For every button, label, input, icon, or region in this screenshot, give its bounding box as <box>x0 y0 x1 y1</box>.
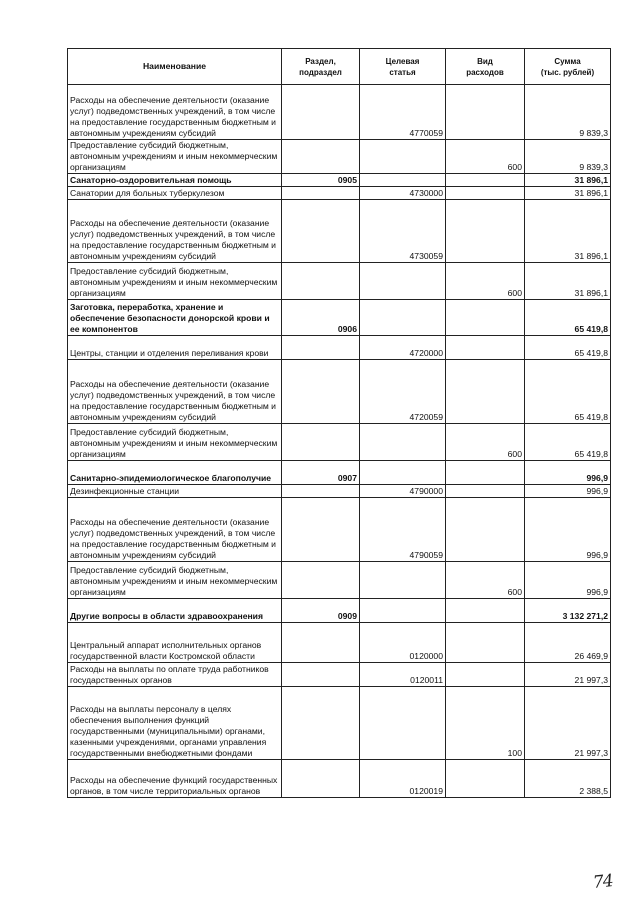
row-name: Расходы на обеспечение деятельности (оказание услуг) подведомственных учреждений, в том числе на предоставление государственным бюджетным и автономным учреждениям субсидий <box>68 498 282 562</box>
row-kind: 600 <box>446 562 525 599</box>
row-kind <box>446 200 525 263</box>
row-sum: 21 997,3 <box>525 687 611 760</box>
row-sum: 9 839,3 <box>525 85 611 140</box>
row-section: 0907 <box>282 461 360 485</box>
row-kind <box>446 336 525 360</box>
row-section <box>282 562 360 599</box>
row-article <box>360 461 446 485</box>
row-sum: 996,9 <box>525 498 611 562</box>
row-article: 4720000 <box>360 336 446 360</box>
row-kind <box>446 623 525 663</box>
header-sum: Сумма (тыс. рублей) <box>525 49 611 85</box>
row-sum: 65 419,8 <box>525 360 611 424</box>
row-sum: 2 388,5 <box>525 760 611 798</box>
row-sum: 21 997,3 <box>525 663 611 687</box>
row-sum: 3 132 271,2 <box>525 599 611 623</box>
row-article <box>360 140 446 174</box>
row-name: Санатории для больных туберкулезом <box>68 187 282 200</box>
row-name: Расходы на обеспечение деятельности (оказание услуг) подведомственных учреждений, в том числе на предоставление государственным бюджетным и автономным учреждениям субсидий <box>68 85 282 140</box>
row-name: Предоставление субсидий бюджетным, автономным учреждениям и иным некоммерческим организациям <box>68 562 282 599</box>
row-section <box>282 140 360 174</box>
row-kind <box>446 599 525 623</box>
table-body <box>68 85 611 798</box>
budget-table <box>67 48 611 798</box>
row-name: Другие вопросы в области здравоохранения <box>68 599 282 623</box>
row-section <box>282 336 360 360</box>
row-kind <box>446 85 525 140</box>
row-name: Расходы на выплаты персоналу в целях обеспечения выполнения функций государственными (муниципальными) органами, казенными учреждениями, органами управления государственными внебюджетными фондами <box>68 687 282 760</box>
row-name: Расходы на обеспечение деятельности (оказание услуг) подведомственных учреждений, в том числе на предоставление государственным бюджетным и автономным учреждениям субсидий <box>68 360 282 424</box>
row-section <box>282 498 360 562</box>
row-article: 4790000 <box>360 485 446 498</box>
row-kind <box>446 498 525 562</box>
row-kind: 600 <box>446 263 525 300</box>
row-sum: 31 896,1 <box>525 187 611 200</box>
row-section <box>282 485 360 498</box>
row-article: 4790059 <box>360 498 446 562</box>
row-section <box>282 360 360 424</box>
row-kind <box>446 300 525 336</box>
row-kind: 600 <box>446 424 525 461</box>
row-name: Центральный аппарат исполнительных органов государственной власти Костромской области <box>68 623 282 663</box>
row-name: Санитарно-эпидемиологическое благополучие <box>68 461 282 485</box>
row-kind <box>446 360 525 424</box>
row-sum: 31 896,1 <box>525 263 611 300</box>
row-section: 0905 <box>282 174 360 187</box>
table-header-row <box>68 49 611 85</box>
row-kind <box>446 461 525 485</box>
row-name: Расходы на выплаты по оплате труда работников государственных органов <box>68 663 282 687</box>
row-article <box>360 263 446 300</box>
row-name: Заготовка, переработка, хранение и обеспечение безопасности донорской крови и ее компонентов <box>68 300 282 336</box>
row-sum: 996,9 <box>525 485 611 498</box>
row-name: Предоставление субсидий бюджетным, автономным учреждениям и иным некоммерческим организациям <box>68 140 282 174</box>
row-sum: 31 896,1 <box>525 200 611 263</box>
row-article <box>360 174 446 187</box>
row-section <box>282 623 360 663</box>
row-sum: 65 419,8 <box>525 336 611 360</box>
row-kind: 600 <box>446 140 525 174</box>
header-name: Наименование <box>68 49 282 85</box>
row-article <box>360 424 446 461</box>
row-section: 0909 <box>282 599 360 623</box>
row-article: 0120019 <box>360 760 446 798</box>
row-name: Расходы на обеспечение функций государственных органов, в том числе территориальных органов <box>68 760 282 798</box>
row-section <box>282 663 360 687</box>
row-name: Предоставление субсидий бюджетным, автономным учреждениям и иным некоммерческим организациям <box>68 263 282 300</box>
header-article: Целевая статья <box>360 49 446 85</box>
row-sum: 9 839,3 <box>525 140 611 174</box>
row-name: Дезинфекционные станции <box>68 485 282 498</box>
row-kind: 100 <box>446 687 525 760</box>
row-article <box>360 562 446 599</box>
row-article: 4730059 <box>360 200 446 263</box>
row-section <box>282 263 360 300</box>
row-sum: 26 469,9 <box>525 623 611 663</box>
row-name: Центры, станции и отделения переливания крови <box>68 336 282 360</box>
row-sum: 31 896,1 <box>525 174 611 187</box>
row-sum: 996,9 <box>525 562 611 599</box>
row-sum: 65 419,8 <box>525 424 611 461</box>
row-article <box>360 687 446 760</box>
row-article: 0120011 <box>360 663 446 687</box>
row-section <box>282 187 360 200</box>
row-section <box>282 200 360 263</box>
row-kind <box>446 174 525 187</box>
header-kind: Вид расходов <box>446 49 525 85</box>
row-article: 4720059 <box>360 360 446 424</box>
row-name: Санаторно-оздоровительная помощь <box>68 174 282 187</box>
row-kind <box>446 663 525 687</box>
page-number-handwritten: 74 <box>592 871 614 893</box>
row-kind <box>446 760 525 798</box>
row-article: 0120000 <box>360 623 446 663</box>
row-kind <box>446 485 525 498</box>
row-article <box>360 300 446 336</box>
row-sum: 65 419,8 <box>525 300 611 336</box>
row-section: 0906 <box>282 300 360 336</box>
row-sum: 996,9 <box>525 461 611 485</box>
row-section <box>282 85 360 140</box>
row-article: 4770059 <box>360 85 446 140</box>
header-section: Раздел, подраздел <box>282 49 360 85</box>
row-article: 4730000 <box>360 187 446 200</box>
row-section <box>282 424 360 461</box>
row-section <box>282 760 360 798</box>
row-name: Расходы на обеспечение деятельности (оказание услуг) подведомственных учреждений, в том числе на предоставление государственным бюджетным и автономным учреждениям субсидий <box>68 200 282 263</box>
row-kind <box>446 187 525 200</box>
row-article <box>360 599 446 623</box>
row-section <box>282 687 360 760</box>
row-name: Предоставление субсидий бюджетным, автономным учреждениям и иным некоммерческим организациям <box>68 424 282 461</box>
